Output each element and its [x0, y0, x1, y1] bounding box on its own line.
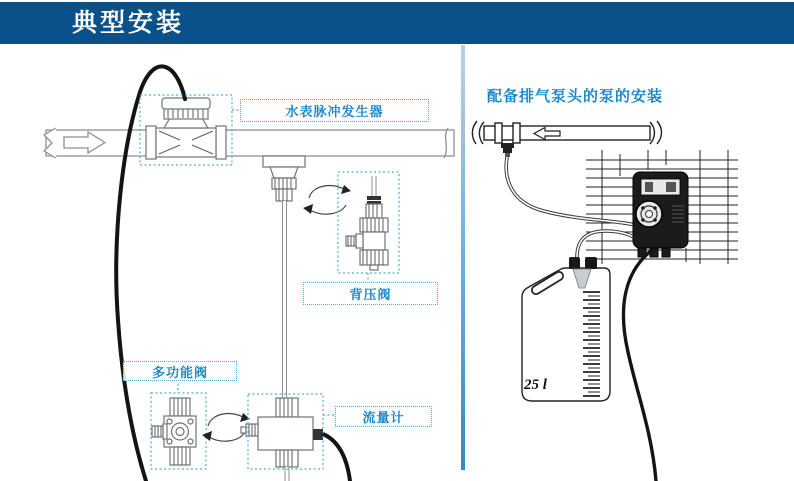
rotation-arrows-icon [303, 185, 351, 214]
label-back-pressure-valve: 背压阀 [303, 282, 438, 305]
right-installation-diagram [472, 121, 738, 481]
page-title: 典型安装 [72, 9, 185, 37]
dosing-pump-illustration [633, 172, 688, 257]
pump-cable [623, 250, 656, 481]
label-water-meter-pulse-generator: 水表脉冲发生器 [240, 99, 429, 122]
water-pipe [44, 128, 454, 158]
multifunction-valve-illustration [152, 398, 196, 465]
label-multifunction-valve: 多功能阀 [123, 361, 237, 381]
label-flow-meter: 流量计 [335, 406, 432, 427]
tank-capacity-label: 25 l [524, 377, 547, 393]
panel-divider [461, 45, 465, 470]
water-meter-illustration [146, 98, 226, 159]
back-pressure-valve-illustration [346, 176, 388, 270]
right-section-title: 配备排气泵头的泵的安装 [487, 88, 664, 105]
injection-fitting [263, 156, 305, 201]
flow-meter-cable [323, 434, 350, 481]
